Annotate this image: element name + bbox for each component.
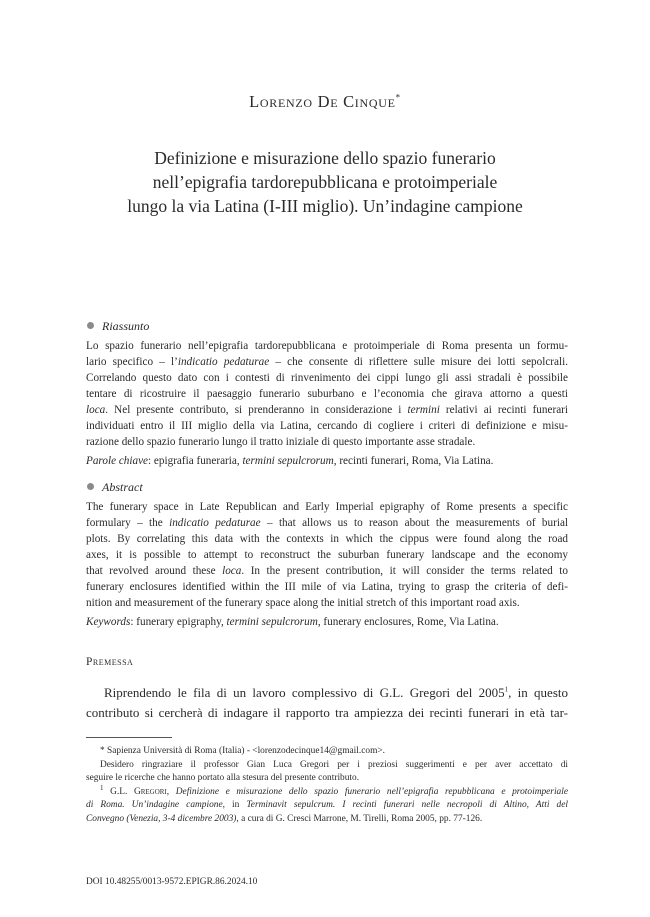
abstract-keywords: [86, 614, 568, 630]
keywords-text: : funerary epigraphy,: [130, 616, 227, 628]
riassunto-text: . Nel presente contributo, si prenderanno in considerazione i: [105, 404, 408, 416]
keywords-label: Keywords: [86, 616, 131, 628]
riassunto-text: – che consente di riflettere sulle misure dei lotti sepolcrali.: [269, 356, 569, 368]
bullet-icon: [87, 322, 94, 329]
body-line: contributo si cercherà di indagare il rapporto tra ampiezza dei recinti funerari in età tar-: [86, 704, 568, 720]
abstract-line: funerary enclosures identified within the III mile of via Latina, trying to grasp the criteria of defi-: [86, 581, 568, 593]
footnote-ref: 1: [504, 685, 509, 694]
bullet-icon: [87, 483, 94, 490]
keywords-italic: termini sepulcrorum: [242, 455, 334, 467]
riassunto-italic: indicatio pedaturae: [177, 356, 270, 368]
footnote-1-cont: [86, 799, 568, 813]
footnote-title: di Roma. Un’indagine campione: [86, 800, 223, 811]
footnote-1: $^1$ G.L. Gregori, Definizione e misurazione dello spazio funerario nell’epigrafia repubblicana e protoimperiale: [100, 783, 569, 797]
footnote-author: Gregori: [133, 786, 167, 797]
abstract-text: that revolved around these: [86, 565, 223, 577]
riassunto-line: individuati entro il III miglio della via Latina, cercando di cogliere i criteri di definizione e misu-: [86, 420, 568, 432]
premessa-heading: Premessa: [86, 656, 134, 668]
doi: DOI 10.48255/0013-9572.EPIGR.86.2024.10: [86, 877, 258, 887]
abstract-section: [86, 479, 568, 630]
riassunto-heading-text: Riassunto: [102, 319, 150, 333]
footnote-book: Convegno (Venezia, 3-4 dicembre 2003): [86, 813, 237, 824]
footnote-thanks: seguire le ricerche che hanno portato alla stesura del presente contributo.: [86, 773, 360, 784]
author-note-mark: *: [395, 92, 401, 103]
abstract-line: [86, 515, 568, 531]
abstract-line: The funerary space in Late Republican and Early Imperial epigraphy of Rome presents a specific: [86, 501, 568, 513]
riassunto-line: Correlando questo dato con i contesti di rinvenimento dei cippi lungo gli assi stradali è possibile: [86, 372, 568, 384]
footnote-text: , a cura di G. Cresci Marrone, M. Tirelli, Roma 2005, pp. 77-126.: [236, 813, 483, 824]
body-text-run: Riprendendo le fila di un lavoro complessivo di G.L. Gregori del 2005: [104, 685, 505, 700]
keywords-label: Parole chiave: [86, 455, 149, 467]
keywords-text: : epigrafia funeraria,: [148, 455, 243, 467]
footnote-affiliation: * Sapienza Università di Roma (Italia) - <lorenzodecinque14@gmail.com>.: [100, 746, 386, 756]
article-title: [60, 146, 590, 218]
footnote-1-cont: [86, 813, 568, 827]
abstract-line: [86, 563, 568, 579]
footnotes: [86, 745, 568, 827]
abstract-text: – that allows us to reason about the measurements of burial: [260, 517, 569, 529]
abstract-heading: [86, 479, 568, 495]
footnote-book: Terminavit sepulcrum. I recinti funerari nelle necropoli di Altino, Atti del: [246, 800, 569, 811]
abstract-italic: indicatio pedaturae: [169, 517, 261, 529]
body-line: [86, 683, 568, 703]
keywords-text: , recinti funerari, Roma, Via Latina.: [333, 455, 494, 467]
footnote-divider: [86, 737, 172, 738]
riassunto-heading: [86, 318, 568, 334]
riassunto-line: Lo spazio funerario nell’epigrafia tardorepubblicana e protoimperiale di Roma presenta un formu-: [86, 340, 568, 352]
riassunto-text: relativi ai recinti funerari: [439, 404, 568, 416]
keywords-text: , funerary enclosures, Rome, Via Latina.: [317, 616, 499, 628]
abstract-text: formulary – the: [86, 517, 170, 529]
author-name-text: Lorenzo De Cinque: [249, 92, 396, 111]
keywords-italic: termini sepulcrorum: [226, 616, 318, 628]
footnote-thanks: Desidero ringraziare il professor Gian Luca Gregori per i preziosi suggerimenti e per aver accettato di: [100, 759, 568, 770]
title-line-2: nell’epigrafia tardorepubblicana e protoimperiale: [152, 172, 498, 192]
footnote-text: , in: [222, 800, 247, 811]
riassunto-text: lario specifico – l’: [86, 356, 178, 368]
body-text: [86, 683, 568, 722]
abstract-italic: loca: [222, 565, 242, 577]
footnote-text: G.L.: [103, 786, 134, 797]
riassunto-section: [86, 318, 568, 469]
riassunto-line: tentare di ricostruire il paesaggio funerario suburbano e l’economia che girava attorno a questi: [86, 388, 568, 400]
abstract-line: nition and measurement of the funerary space along the initial stretch of this important road axis.: [86, 597, 520, 609]
riassunto-italic: loca: [86, 404, 106, 416]
riassunto-italic: termini: [407, 404, 440, 416]
riassunto-line: razione dello spazio funerario lungo il tratto iniziale di questo importante asse stradale.: [86, 436, 476, 448]
author-name: [0, 92, 650, 112]
body-text-run: , in questo: [508, 685, 568, 700]
riassunto-line: [86, 354, 568, 370]
abstract-heading-text: Abstract: [102, 480, 143, 494]
footnote-number: 1: [100, 783, 104, 792]
title-line-3: lungo la via Latina (I-III miglio). Un’indagine campione: [127, 196, 523, 216]
abstract-line: axes, it is possible to attempt to reconstruct the suburban funerary landscape and the economy: [86, 549, 568, 561]
abstract-text: . In the present contribution, it will consider the terms related to: [241, 565, 568, 577]
footnote-title: Definizione e misurazione dello spazio funerario nell’epigrafia repubblicana e protoimperiale: [175, 786, 569, 797]
riassunto-keywords: [86, 453, 568, 469]
abstract-line: plots. By correlating this data with the contexts in which the cippus were found along the road: [86, 533, 568, 545]
title-line-1: Definizione e misurazione dello spazio funerario: [154, 148, 496, 168]
riassunto-line: [86, 402, 568, 418]
